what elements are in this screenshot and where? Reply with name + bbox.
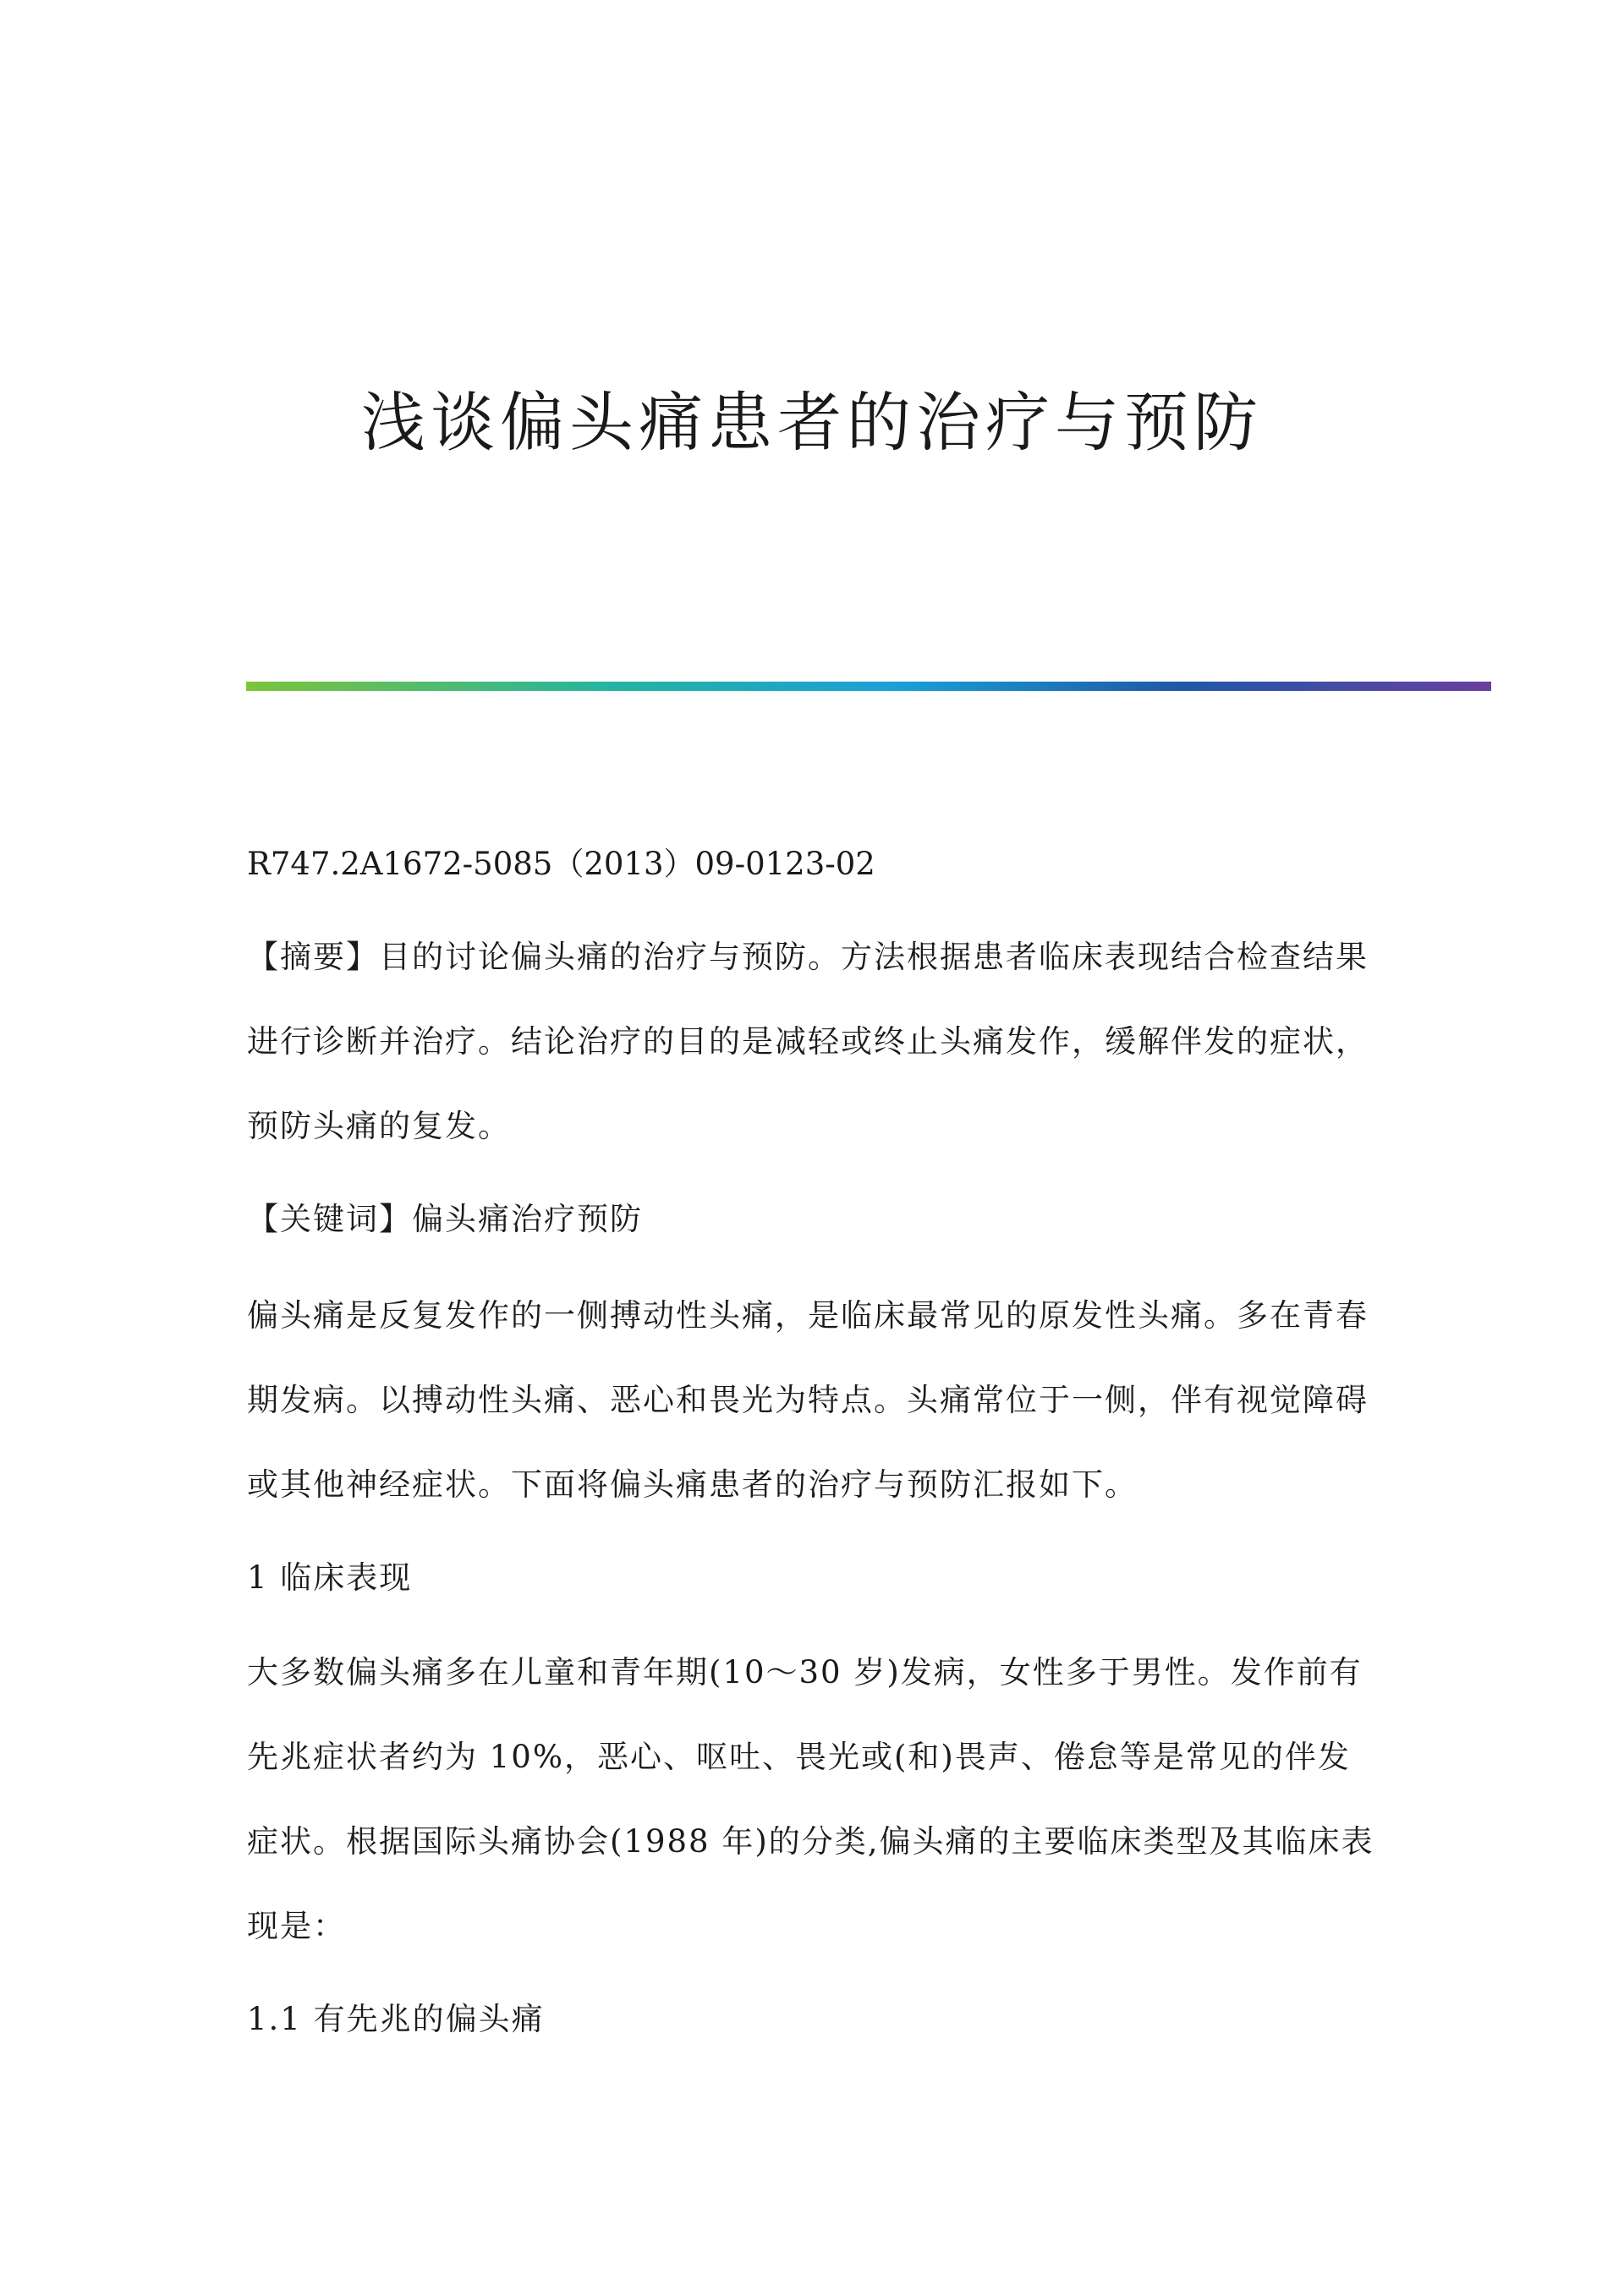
section-heading: 1 临床表现 (247, 1559, 413, 1596)
keywords-paragraph: 【关键词】偏头痛治疗预防 (247, 1201, 643, 1237)
subsection-heading: 1.1 有先兆的偏头痛 (247, 2001, 545, 2037)
page-title: 浅谈偏头痛患者的治疗与预防 (361, 385, 1263, 460)
intro-paragraph: 偏头痛是反复发作的一侧搏动性头痛，是临床最常见的原发性头痛。多在青春期发病。以搏动性头痛、恶心和畏光为特点。头痛常位于一侧，伴有视觉障碍或其他神经症状。下面将偏头痛患者的治疗与预防汇报如下。 (247, 1297, 1369, 1503)
title-divider (246, 682, 1491, 691)
abstract-paragraph: 【摘要】目的讨论偏头痛的治疗与预防。方法根据患者临床表现结合检查结果进行诊断并治疗。结论治疗的目的是减轻或终止头痛发作，缓解伴发的症状，预防头痛的复发。 (247, 939, 1369, 1144)
section-paragraph: 大多数偏头痛多在儿童和青年期(10～30 岁)发病，女性多于男性。发作前有先兆症状者约为 10%，恶心、呕吐、畏光或(和)畏声、倦怠等是常见的伴发症状。根据国际头痛协会(1988 年)的分类,偏头痛的主要临床类型及其临床表现是： (247, 1654, 1374, 1944)
classification-code: R747.2A1672-5085（2013）09-0123-02 (247, 846, 875, 882)
